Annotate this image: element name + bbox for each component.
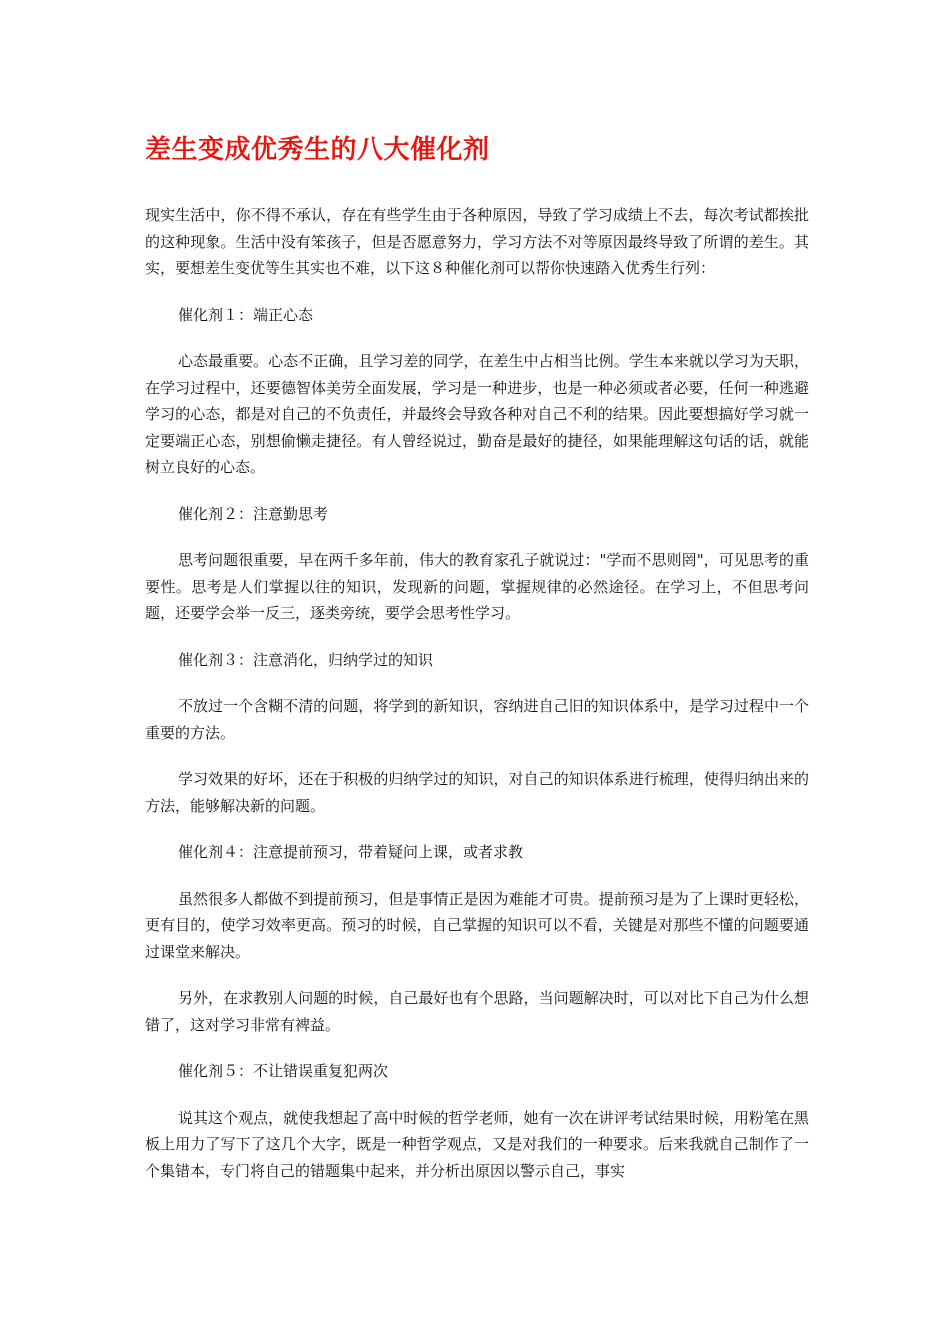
section-heading-4: 催化剂４：注意提前预习，带着疑问上课，或者求教	[178, 843, 524, 861]
section-4-paragraph-2: 另外，在求教别人问题的时候，自己最好也有个思路，当问题解决时，可以对比下自己为什么想错了，这对学习非常有裨益。	[145, 989, 809, 1034]
section-heading-3: 催化剂３：注意消化，归纳学过的知识	[178, 650, 434, 669]
section-heading-5: 催化剂５：不让错误重复犯两次	[178, 1062, 389, 1080]
section-2-paragraph-1: 思考问题很重要，早在两千多年前，伟大的教育家孔子就说过："学而不思则罔"，可见思考的重要性。思考是人们掌握以往的知识，发现新的问题，掌握规律的必然途径。在学习上，不但思考问题，还要学会举一反三，逐类旁统，要学会思考性学习。	[145, 551, 809, 622]
section-4-paragraph-1: 虽然很多人都做不到提前预习，但是事情正是因为难能才可贵。提前预习是为了上课时更轻松，更有目的，使学习效率更高。预习的时候，自己掌握的知识可以不看，关键是对那些不懂的问题要通过课堂来解决。	[145, 889, 809, 961]
section-heading-1: 催化剂１：端正心态	[178, 305, 314, 324]
section-3-paragraph-1: 不放过一个含糊不清的问题，将学到的新知识，容纳进自己旧的知识体系中，是学习过程中一个重要的方法。	[145, 697, 809, 742]
section-heading-2: 催化剂２：注意勤思考	[178, 504, 329, 523]
section-1-paragraph-1: 心态最重要。心态不正确，且学习差的同学，在差生中占相当比例。学生本来就以学习为天职，在学习过程中，还要德智体美劳全面发展，学习是一种进步，也是一种必须或者必要，任何一种逃避学习的心态，都是对自己的不负责任，并最终会导致各种对自己不利的结果。因此要想搞好学习就一定要端正心态，别想偷懒走捷径。有人曾经说过，勤奋是最好的捷径，如果能理解这句话的话，就能树立良好的心态。	[145, 352, 809, 476]
document-page	[145, 128, 809, 1204]
document-title: 差生变成优秀生的八大催化剂	[145, 135, 490, 165]
section-3-paragraph-2: 学习效果的好坏，还在于积极的归纳学过的知识，对自己的知识体系进行梳理，使得归纳出来的方法，能够解决新的问题。	[145, 770, 809, 815]
section-5-paragraph-1: 说其这个观点，就使我想起了高中时候的哲学老师，她有一次在讲评考试结果时候，用粉笔在黑板上用力了写下了这几个大字，既是一种哲学观点，又是对我们的一种要求。后来我就自己制作了一个集错本，专门将自己的错题集中起来，并分析出原因以警示自己，事实	[145, 1108, 809, 1180]
intro-paragraph: 现实生活中，你不得不承认，存在有些学生由于各种原因，导致了学习成绩上不去，每次考试都挨批的这种现象。生活中没有笨孩子，但是否愿意努力，学习方法不对等原因最终导致了所谓的差生。其实，要想差生变优等生其实也不难，以下这８种催化剂可以帮你快速踏入优秀生行列：	[145, 206, 809, 277]
